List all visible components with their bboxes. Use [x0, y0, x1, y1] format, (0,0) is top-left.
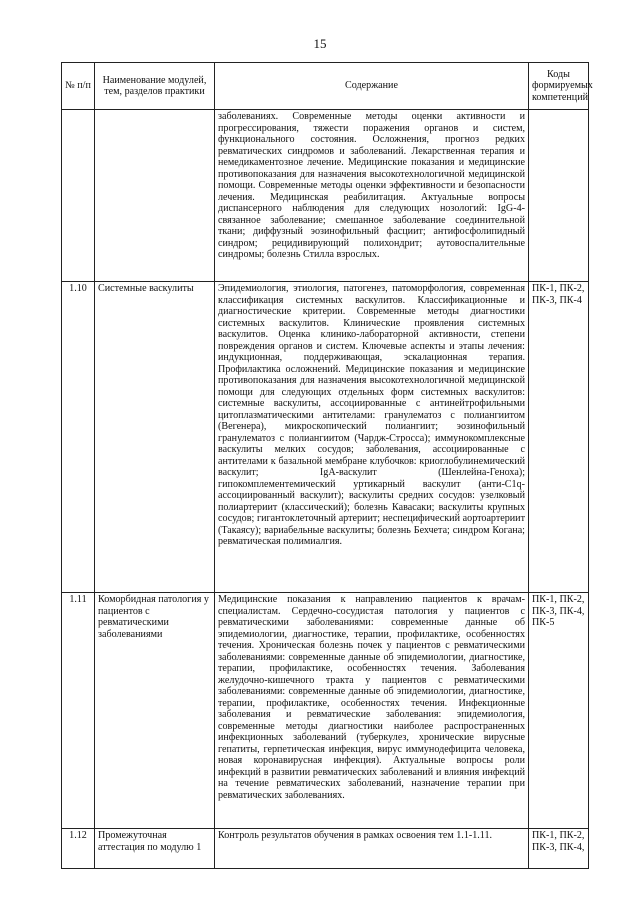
row-content: заболеваниях. Современные методы оценки активности и прогрессирования, тяжести поражения органов и систем, функционального состояния. Осложнения, прогноз редких ревматических синдромов и заболеваний. Лекарственная терапия и немедикаментозное лечение. Медицинские показания и медицинские противопоказания для назначения высокотехнологичной медицинской помощи. Современные методы оценки эффективности и безопасности лечения. Медицинская реабилитация. Актуальные вопросы диспансерного наблюдения для следующих нозологий: IgG-4-связанное заболевание; смешанное заболевание соединительной ткани; диффузный эозинофильный фасциит; антифосфолипидный синдром; рецидивирующий полихондрит; аутовоспалительные синдромы; болезнь Стилла взрослых. — [215, 110, 529, 282]
table-row — [62, 282, 589, 593]
page-number: 15 — [313, 36, 327, 51]
row-codes: ПК-1, ПК-2, ПК-3, ПК-4, — [529, 829, 589, 869]
table-row — [62, 593, 589, 829]
table-row — [62, 110, 589, 282]
header-content: Содержание — [215, 63, 529, 110]
row-content: Контроль результатов обучения в рамках освоения тем 1.1-1.11. — [215, 829, 529, 869]
row-num — [62, 110, 95, 282]
row-num: 1.11 — [62, 593, 95, 829]
header-codes: Коды формируемых компетенций — [529, 63, 589, 110]
row-name: Промежуточная аттестация по модулю 1 — [95, 829, 215, 869]
row-codes: ПК-1, ПК-2, ПК-3, ПК-4, ПК-5 — [529, 593, 589, 829]
table-row — [62, 829, 589, 869]
row-codes: ПК-1, ПК-2, ПК-3, ПК-4 — [529, 282, 589, 593]
row-content: Медицинские показания к направлению пациентов к врачам-специалистам. Сердечно-сосудистая патология у пациентов с ревматическими заболеваниями: современные данные об эпидемиологии, диагностике, терапии, профилактике, особенностях течения. Хроническая болезнь почек у пациентов с ревматическими заболеваниями: современные данные об эпидемиологии, диагностике, терапии, профилактике, особенностях течения. Заболевания желудочно-кишечного тракта у пациентов с ревматическими заболеваниями: современные данные об эпидемиологии, диагностике, терапии, профилактике, особенностях течения. Инфекционные заболевания и ревматические заболевания: эпидемиология, современные методы диагностики наиболее распространенных инфекционных заболеваний (туберкулез, хронические вирусные гепатиты, герпетическая инфекция, вирус иммунодефицита человека, новая коронавирусная инфекция). Актуальные вопросы роли инфекций в развитии ревматических заболеваний и влияния инфекций на течение ревматических заболеваний, назначение терапии при ревматических заболеваниях. — [215, 593, 529, 829]
header-num: № п/п — [62, 63, 95, 110]
row-codes — [529, 110, 589, 282]
header-name: Наименование модулей, тем, разделов практики — [95, 63, 215, 110]
row-name: Системные васкулиты — [95, 282, 215, 593]
curriculum-table — [61, 62, 593, 869]
row-num: 1.10 — [62, 282, 95, 593]
row-content: Эпидемиология, этиология, патогенез, патоморфология, современная классификация системных васкулитов. Классификационные и диагностические критерии. Современные методы диагностики системных васкулитов. Клинические проявления системных васкулитов. Оценка клинико-лабораторной активности, степени повреждения органов и систем. Ключевые аспекты и этапы лечения: индукционная, поддерживающая, эскалационная терапия. Профилактика осложнений. Медицинские показания и медицинские противопоказания для назначения высокотехнологичной медицинской помощи для следующих отдельных форм системных васкулитов: системные васкулиты, ассоциированные с антинейтрофильными цитоплазматическими антителами: гранулематоз с полиангиитом (Вегенера), микроскопический полиангиит; эозинофильный гранулематоз с полиангиитом (Чардж-Стросса); иммунокомплексные васкулиты мелких сосудов; заболевания, ассоциированные с антителами к базальной мембране клубочков: криоглобулинемический васкулит; IgA-васкулит (Шенлейна-Геноха); гипокомплементемический уртикарный васкулит (анти-C1q-ассоциированный васкулит); васкулиты средних сосудов: узелковый полиартериит (классический); болезнь Кавасаки; васкулиты крупных сосудов; гигантоклеточный артериит; неспецифический аортоартериит (Такаясу); вариабельные васкулиты; болезнь Бехчета; синдром Когана; ревматическая полимиалгия. — [215, 282, 529, 593]
row-name — [95, 110, 215, 282]
row-name: Коморбидная патология у пациентов с ревматическими заболеваниями — [95, 593, 215, 829]
table-header-row — [62, 63, 589, 110]
row-num: 1.12 — [62, 829, 95, 869]
